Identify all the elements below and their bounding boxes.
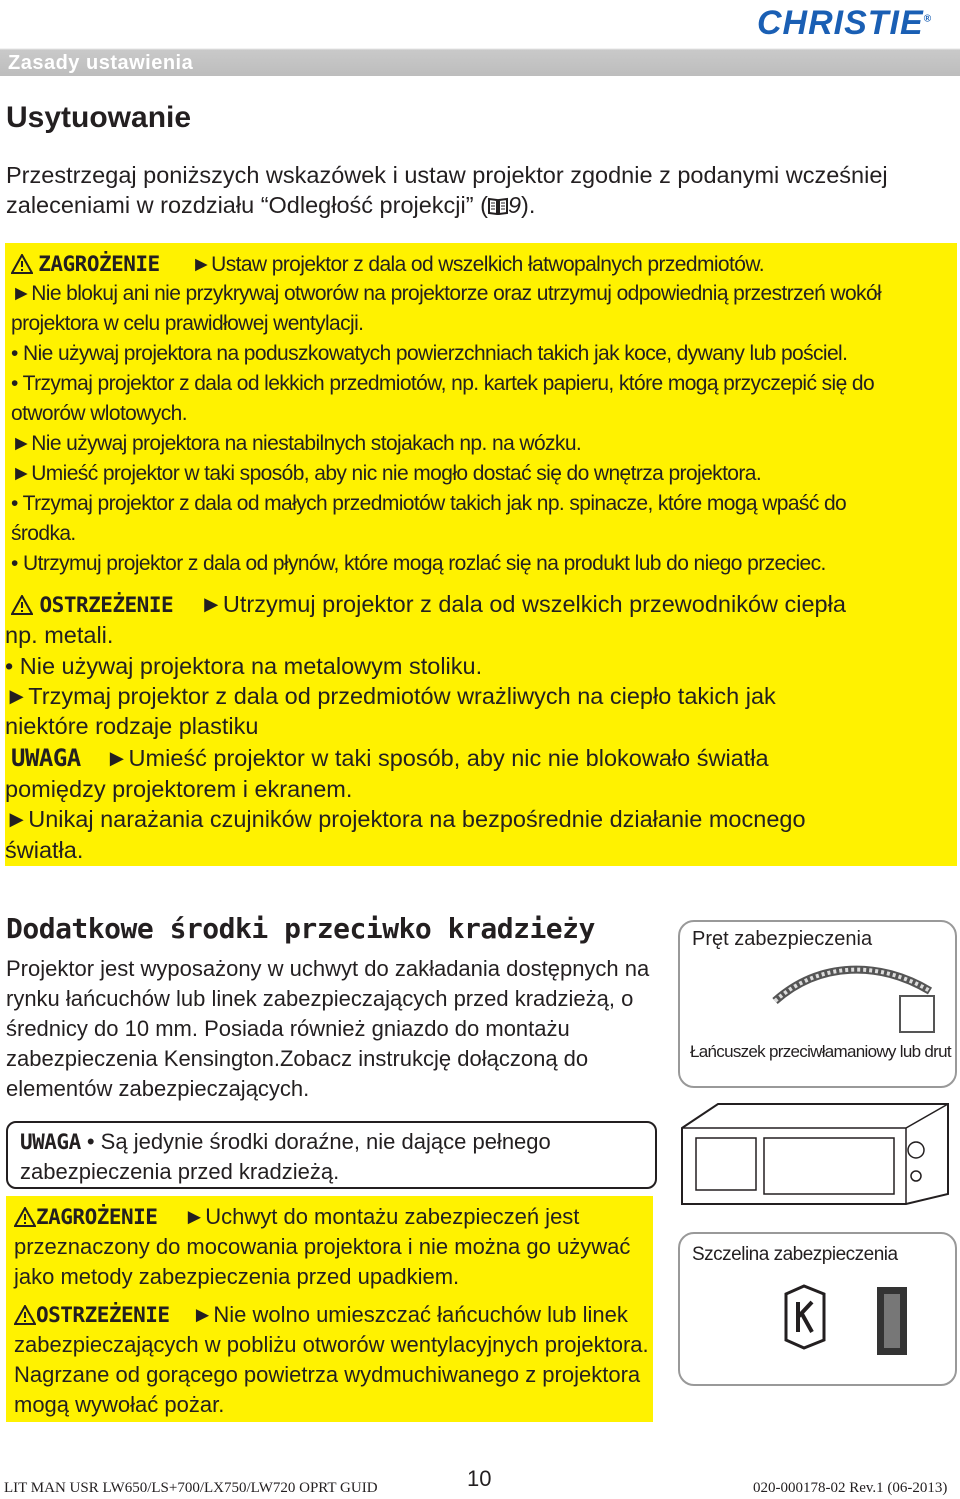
- danger-line: ZAGROŻENIE ►Ustaw projektor z dala od wszelkich łatwopalnych przedmiotów.: [11, 249, 764, 280]
- antitheft-body: Projektor jest wyposażony w uchwyt do zakładania dostępnych na rynku łańcuchów lub linek zabezpieczających przed kradzieżą, o średnicy do 10 mm. Posiada również gniazdo do montażu zabezpieczenia Kensington.Zobacz instrukcję dołączoną do elementów zabezpieczających.: [6, 956, 650, 1101]
- security-slot-callout: Szczelina zabezpieczenia: [678, 1232, 957, 1386]
- section-header: [0, 44, 960, 76]
- warning-triangle-icon: [11, 254, 33, 274]
- slot-icon: [876, 1286, 908, 1356]
- note-box: UWAGA • Są jedynie środki doraźne, nie dające pełnego zabezpieczenia przed kradzieżą.: [6, 1121, 657, 1189]
- brand-logo: CHRISTIE®: [757, 4, 933, 42]
- caution-line: OSTRZEŻENIE ►Utrzymuj projektor z dala od wszelkich przewodników ciepła: [11, 589, 846, 621]
- footer-revision: 020-000178-02 Rev.1 (06-2013): [753, 1480, 948, 1496]
- antitheft-danger: ZAGROŻENIE ►Uchwyt do montażu zabezpieczeń jest przeznaczony do mocowania projektora i nie można go używać jako metody zabezpieczenia przed upadkiem.: [14, 1204, 631, 1289]
- antitheft-title: Dodatkowe środki przeciwko kradzieży: [6, 912, 595, 945]
- page-title: Usytuowanie: [6, 101, 192, 134]
- warning-triangle-icon: [11, 595, 33, 615]
- antitheft-caution: OSTRZEŻENIE ►Nie wolno umieszczać łańcuchów lub linek zabezpieczających w pobliżu otworów wentylacyjnych projektora. Nagrzane od gorącego powietrza wydmuchiwanego z projektora mogą wywołać pożar.: [14, 1302, 649, 1417]
- page-number: 10: [467, 1466, 492, 1491]
- section-title: Zasady ustawienia: [8, 52, 194, 74]
- footer-doc-id: LIT MAN USR LW650/LS+700/LX750/LW720 OPRT GUID: [4, 1480, 378, 1496]
- security-bar-callout: Pręt zabezpieczenia Łańcuszek przeciwłamaniowy lub drut: [678, 920, 957, 1088]
- security-figure: [678, 920, 957, 1386]
- intro-paragraph: Przestrzegaj poniższych wskazówek i ustaw projektor zgodnie z podanymi wcześniej zaleceniami w rozdziału “Odległość projekcji” ( 9).: [6, 162, 888, 218]
- safety-warning-box: ZAGROŻENIE ►Ustaw projektor z dala od wszelkich łatwopalnych przedmiotów. ►Nie blokuj ani nie przykrywaj otworów na projektorze oraz utrzymuj odpowiednią przestrzeń wokół projektora w celu prawidłowej wentylacji. • Nie używaj projektora na poduszkowatych powierzchniach takich jak koce, dywany lub pościel. • Trzymaj projektor z dala od lekkich przedmiotów, np. kartek papieru, które mogą przyczepić się do otworów wlotowych. ►Nie używaj projektora na niestabilnych stojakach np. na wózku. ►Umieść projektor w taki sposób, aby nic nie mogło dostać się do wnętrza projektora. • Trzymaj projektor z dala od małych przedmiotów takich jak np. spinacze, które mogą wpaść do środka. • Utrzymuj projektor z dala od płynów, które mogą rozlać się na produkt lub do niego przeciec. OSTRZEŻENIE ►Utrzymuj projektor z dala od wszelkich przewodników ciepła np. metali. • Nie używaj projektora na metalowym stoliku. ►Trzymaj projektor z dala od przedmiotów wrażliwych na ciepło takich jak niektóre rodzaje plastiku UWAGA ►Umieść projektor w taki sposób, aby nic nie blokowało światła pomiędzy projektorem i ekranem. ►Unikaj narażania czujników projektora na bezpośrednie działanie mocnego światła.: [5, 243, 957, 866]
- page-ref: 9: [507, 192, 522, 218]
- projector-drawing: [678, 1098, 957, 1208]
- kensington-icon: [780, 1284, 830, 1350]
- chain-drawing: [770, 956, 940, 1036]
- warning-triangle-icon: [14, 1305, 36, 1325]
- notice-line: UWAGA ►Umieść projektor w taki sposób, aby nic nie blokowało światła: [11, 744, 769, 772]
- antitheft-warning-box: [6, 1196, 653, 1422]
- book-icon: [488, 197, 508, 215]
- warning-triangle-icon: [14, 1207, 36, 1227]
